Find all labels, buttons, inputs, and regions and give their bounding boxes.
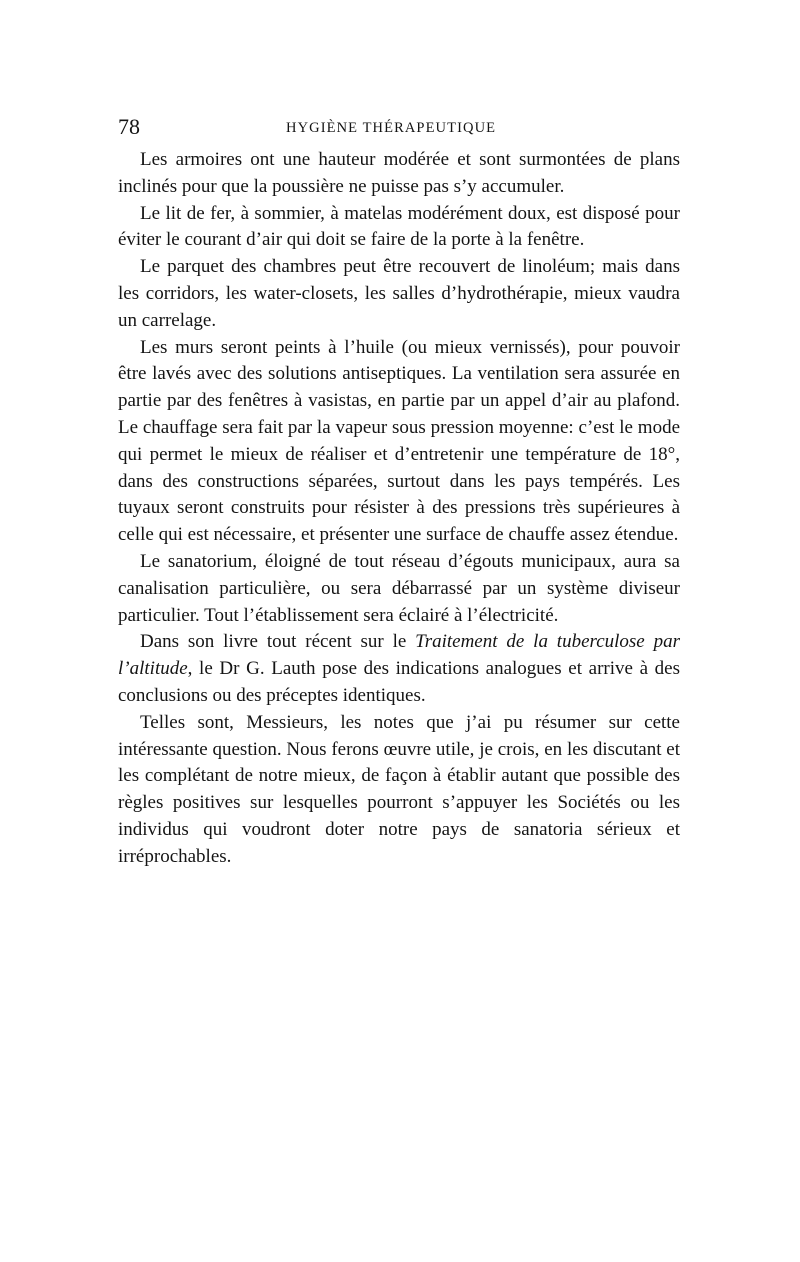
lauth-text-after: , le Dr G. Lauth pose des indications analogues et arrive à des conclusions ou des préceptes identiques. [118, 658, 680, 706]
lauth-text-before: Dans son livre tout récent sur le [140, 631, 416, 653]
paragraph-parquet: Le parquet des chambres peut être recouvert de linoléum; mais dans les corridors, les water-closets, les salles d’hydrothérapie, mieux vaudra un carrelage. [118, 256, 680, 331]
page-number: 78 [118, 114, 140, 139]
paragraph-armoires: Les armoires ont une hauteur modérée et sont surmontées de plans inclinés pour que la poussière ne puisse pas s’y accumuler. [118, 149, 680, 197]
paragraph-lauth [118, 629, 680, 709]
book-title-italic: Traitement de la tuberculose par l’altitude [118, 631, 680, 680]
paragraph-lit: Le lit de fer, à sommier, à matelas modérément doux, est disposé pour éviter le courant d’air qui doit se faire de la porte à la fenêtre. [118, 202, 680, 251]
body-text [118, 147, 680, 871]
paragraph-murs: Les murs seront peints à l’huile (ou mieux vernissés), pour pouvoir être lavés avec des solutions antiseptiques. La ventilation sera assurée en partie par des fenêtres à vasistas, en partie par un appel d’air au plafond. Le chauffage sera fait par la vapeur sous pression moyenne: c’est le mode qui permet le mieux de réaliser et d’entretenir une température de 18°, dans des constructions séparées, surtout dans les pays tempérés. Les tuyaux seront construits pour résister à des pressions très supérieures à celle qui est nécessaire, et présenter une surface de chauffe assez étendue. [118, 336, 680, 546]
page-header [118, 114, 682, 144]
paragraph-conclusion: Telles sont, Messieurs, les notes que j’ai pu résumer sur cette intéressante question. Nous ferons œuvre utile, je crois, en les discutant et les complétant de notre mieux, de façon à établir autant que possible des règles positives sur lesquelles pourront s’appuyer les Sociétés ou les individus qui voudront doter notre pays de sanatoria sérieux et irréprochables. [118, 711, 680, 867]
paragraph-sanatorium: Le sanatorium, éloigné de tout réseau d’égouts municipaux, aura sa canalisation particulière, ou sera débarrassé par un système diviseur particulier. Tout l’établissement sera éclairé à l’électricité. [118, 550, 680, 626]
running-title: HYGIÈNE THÉRAPEUTIQUE [286, 120, 497, 136]
